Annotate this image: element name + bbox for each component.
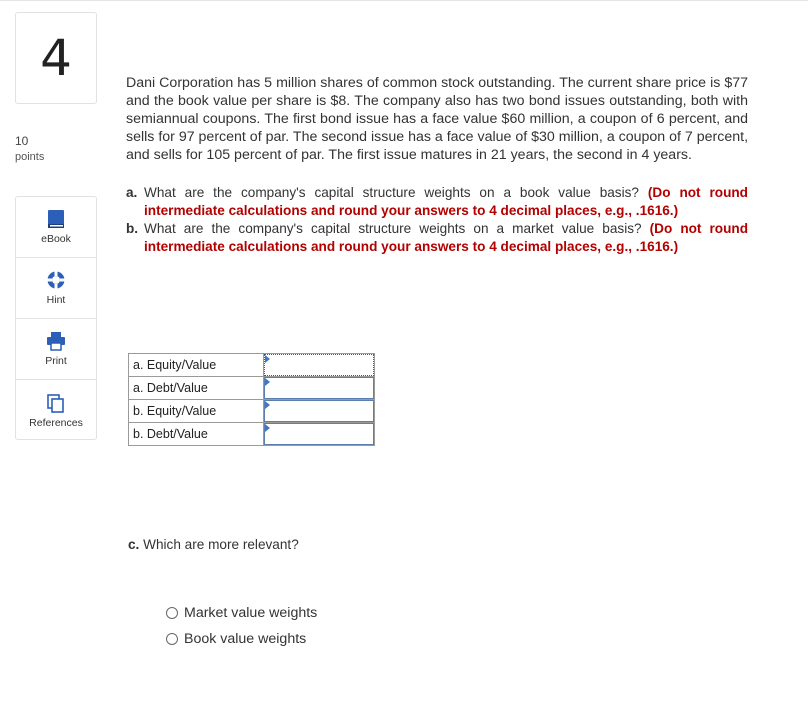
part-a <box>126 184 748 220</box>
table-row <box>129 377 375 400</box>
flag-icon <box>265 424 270 432</box>
row-label-b-debt: b. Debt/Value <box>129 423 264 446</box>
ebook-label: eBook <box>41 233 71 245</box>
question-number: 4 <box>15 12 97 104</box>
references-button[interactable] <box>16 380 96 441</box>
ebook-button[interactable] <box>16 197 96 258</box>
points-value: 10 <box>15 134 29 148</box>
printer-icon <box>46 331 66 351</box>
radio-button[interactable] <box>166 607 178 619</box>
row-label-a-debt: a. Debt/Value <box>129 377 264 400</box>
top-divider <box>0 0 808 1</box>
table-row <box>129 400 375 423</box>
row-label-a-equity: a. Equity/Value <box>129 354 264 377</box>
part-c-mark: c. <box>128 537 140 552</box>
answer-input-b-equity[interactable] <box>264 400 374 422</box>
hint-label: Hint <box>46 294 66 306</box>
answer-table <box>128 353 375 446</box>
print-label: Print <box>45 355 67 367</box>
references-label: References <box>29 416 83 429</box>
answer-input-b-debt[interactable] <box>264 423 374 445</box>
hint-button[interactable] <box>16 258 96 319</box>
book-icon <box>47 209 65 229</box>
part-b-mark: b. <box>126 221 139 236</box>
option-book-label: Book value weights <box>184 631 307 647</box>
table-row <box>129 354 375 377</box>
lifebuoy-icon <box>46 270 66 290</box>
flag-icon <box>265 401 270 409</box>
option-market-value[interactable] <box>166 605 317 621</box>
part-b-text: What are the company's capital structure weights on a market value basis? <box>144 221 642 236</box>
tool-panel <box>15 196 97 440</box>
part-c <box>128 537 299 552</box>
option-book-value[interactable] <box>166 631 306 647</box>
question-body <box>126 74 748 256</box>
table-row <box>129 423 375 446</box>
part-a-mark: a. <box>126 185 138 200</box>
radio-button[interactable] <box>166 633 178 645</box>
part-c-text: Which are more relevant? <box>143 537 299 552</box>
answer-input-a-debt[interactable] <box>264 377 374 399</box>
part-a-note: (Do not round intermediate calculations and round your answers to 4 decimal places, e.g., .1616.) <box>144 185 748 218</box>
points-label: points <box>15 151 45 163</box>
answer-input-a-equity[interactable] <box>264 354 374 376</box>
row-label-b-equity: b. Equity/Value <box>129 400 264 423</box>
part-a-text: What are the company's capital structure weights on a book value basis? <box>144 185 639 200</box>
question-parts <box>126 184 748 256</box>
flag-icon <box>265 355 270 363</box>
documents-icon <box>46 393 66 413</box>
print-button[interactable] <box>16 319 96 380</box>
problem-text: Dani Corporation has 5 million shares of common stock outstanding. The current share price is $77 and the book value per share is $8. The company also has two bond issues outstanding, both with semiannual coupons. The first bond issue has a face value $60 million, a coupon of 6 percent, and sells for 97 percent of par. The second issue has a face value of $30 million, a coupon of 7 percent, and sells for 105 percent of par. The first issue matures in 21 years, the second in 4 years. <box>126 75 749 163</box>
part-b-note: (Do not round intermediate calculations and round your answers to 4 decimal places, e.g., .1616.) <box>144 221 748 254</box>
flag-icon <box>265 378 270 386</box>
option-market-label: Market value weights <box>184 605 318 621</box>
part-b <box>126 220 748 256</box>
